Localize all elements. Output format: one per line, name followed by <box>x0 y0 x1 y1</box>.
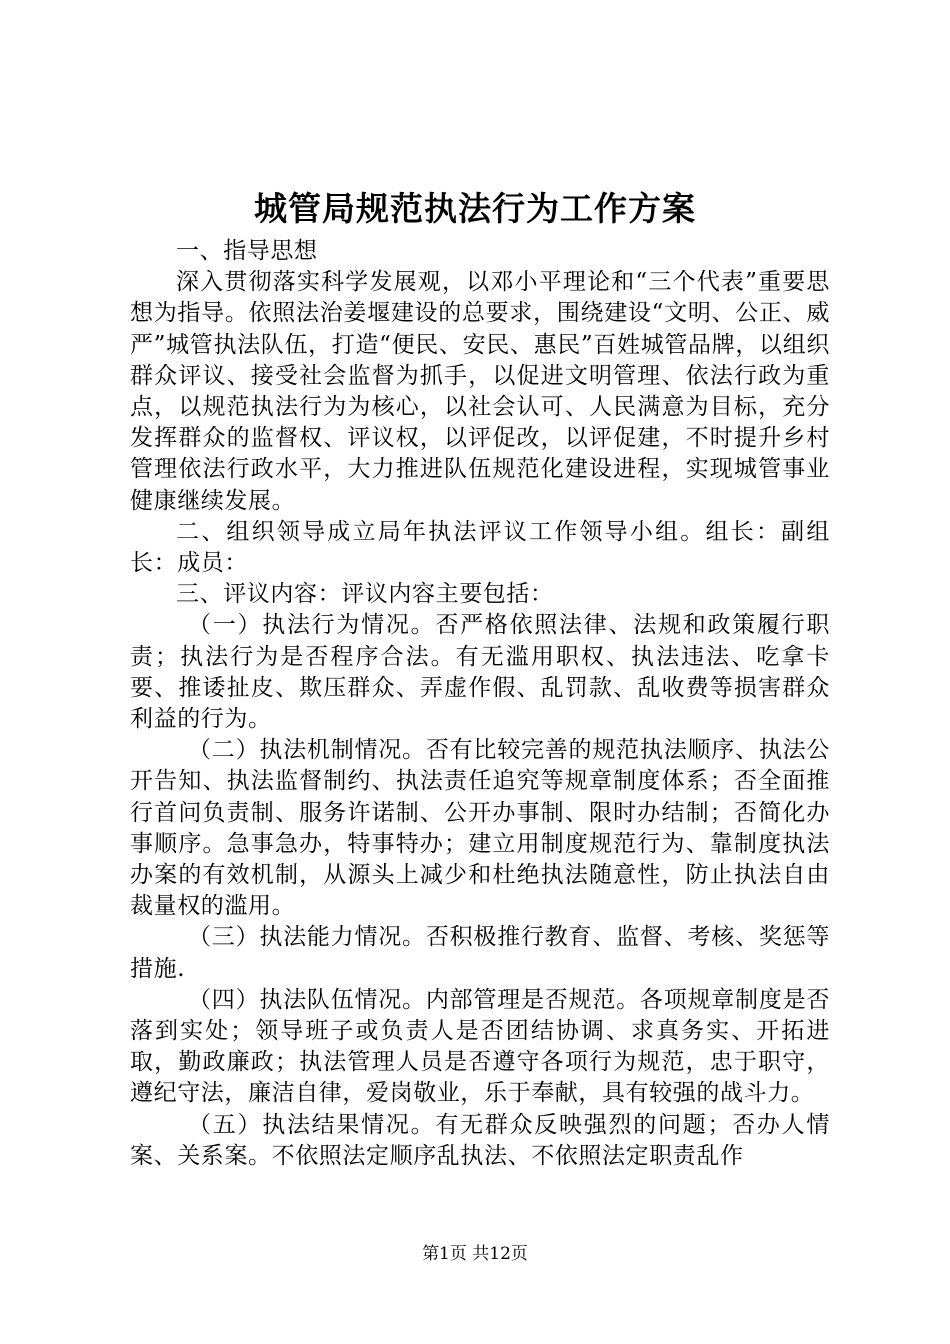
paragraph-item-3: （三）执法能力情况。否积极推行教育、监督、考核、奖惩等措施. <box>130 924 830 982</box>
section-heading-guiding-thought: 一、指导思想 <box>176 238 318 264</box>
document-title: 城管局规范执法行为工作方案 <box>254 189 696 228</box>
paragraph-item-4: （四）执法队伍情况。内部管理是否规范。各项规章制度是否落到实处；领导班子或负责人是否团结协调、求真务实、开拓进取，勤政廉政；执法管理人员是否遵守各项行为规范，忠于职守，遵纪守法，廉洁自律，爱岗敬业，乐于奉献，具有较强的战斗力。 <box>130 986 830 1107</box>
paragraph-organization: 二、组织领导成立局年执法评议工作领导小组。组长：副组长：成员： <box>130 518 830 577</box>
paragraph-item-2: （二）执法机制情况。否有比较完善的规范执法顺序、执法公开告知、执法监督制约、执法责任追究等规章制度体系；否全面推行首问负责制、服务许诺制、公开办事制、限时办结制；否简化办事顺序。急事急办，特事特办；建立用制度规范行为、靠制度执法办案的有效机制，从源头上减少和杜绝执法随意性，防止执法自由裁量权的滥用。 <box>130 737 830 920</box>
paragraph-item-1: （一）执法行为情况。否严格依照法律、法规和政策履行职责；执法行为是否程序合法。有无滥用职权、执法违法、吃拿卡要、推诿扯皮、欺压群众、弄虚作假、乱罚款、乱收费等损害群众利益的行为。 <box>130 612 830 733</box>
paragraph-item-5: （五）执法结果情况。有无群众反映强烈的问题；否办人情案、关系案。不依照法定顺序乱执法、不依照法定职责乱作 <box>130 1111 830 1169</box>
document-body <box>130 236 830 1172</box>
paragraph-guiding-thought: 深入贯彻落实科学发展观，以邓小平理论和“三个代表”重要思想为指导。依照法治姜堰建设的总要求，围绕建设“文明、公正、威严”城管执法队伍，打造“便民、安民、惠民”百姓城管品牌，以组织群众评议、接受社会监督为抓手，以促进文明管理、依法行政为重点，以规范执法行为为核心，以社会认可、人民满意为目标，充分发挥群众的监督权、评议权，以评促改，以评促建，不时提升乡村管理依法行政水平，大力推进队伍规范化建设进程，实现城管事业健康继续发展。 <box>130 269 830 514</box>
section-heading-evaluation-content: 三、评议内容：评议内容主要包括： <box>176 581 554 608</box>
page-footer: 第1页 共12页 <box>422 1244 528 1264</box>
